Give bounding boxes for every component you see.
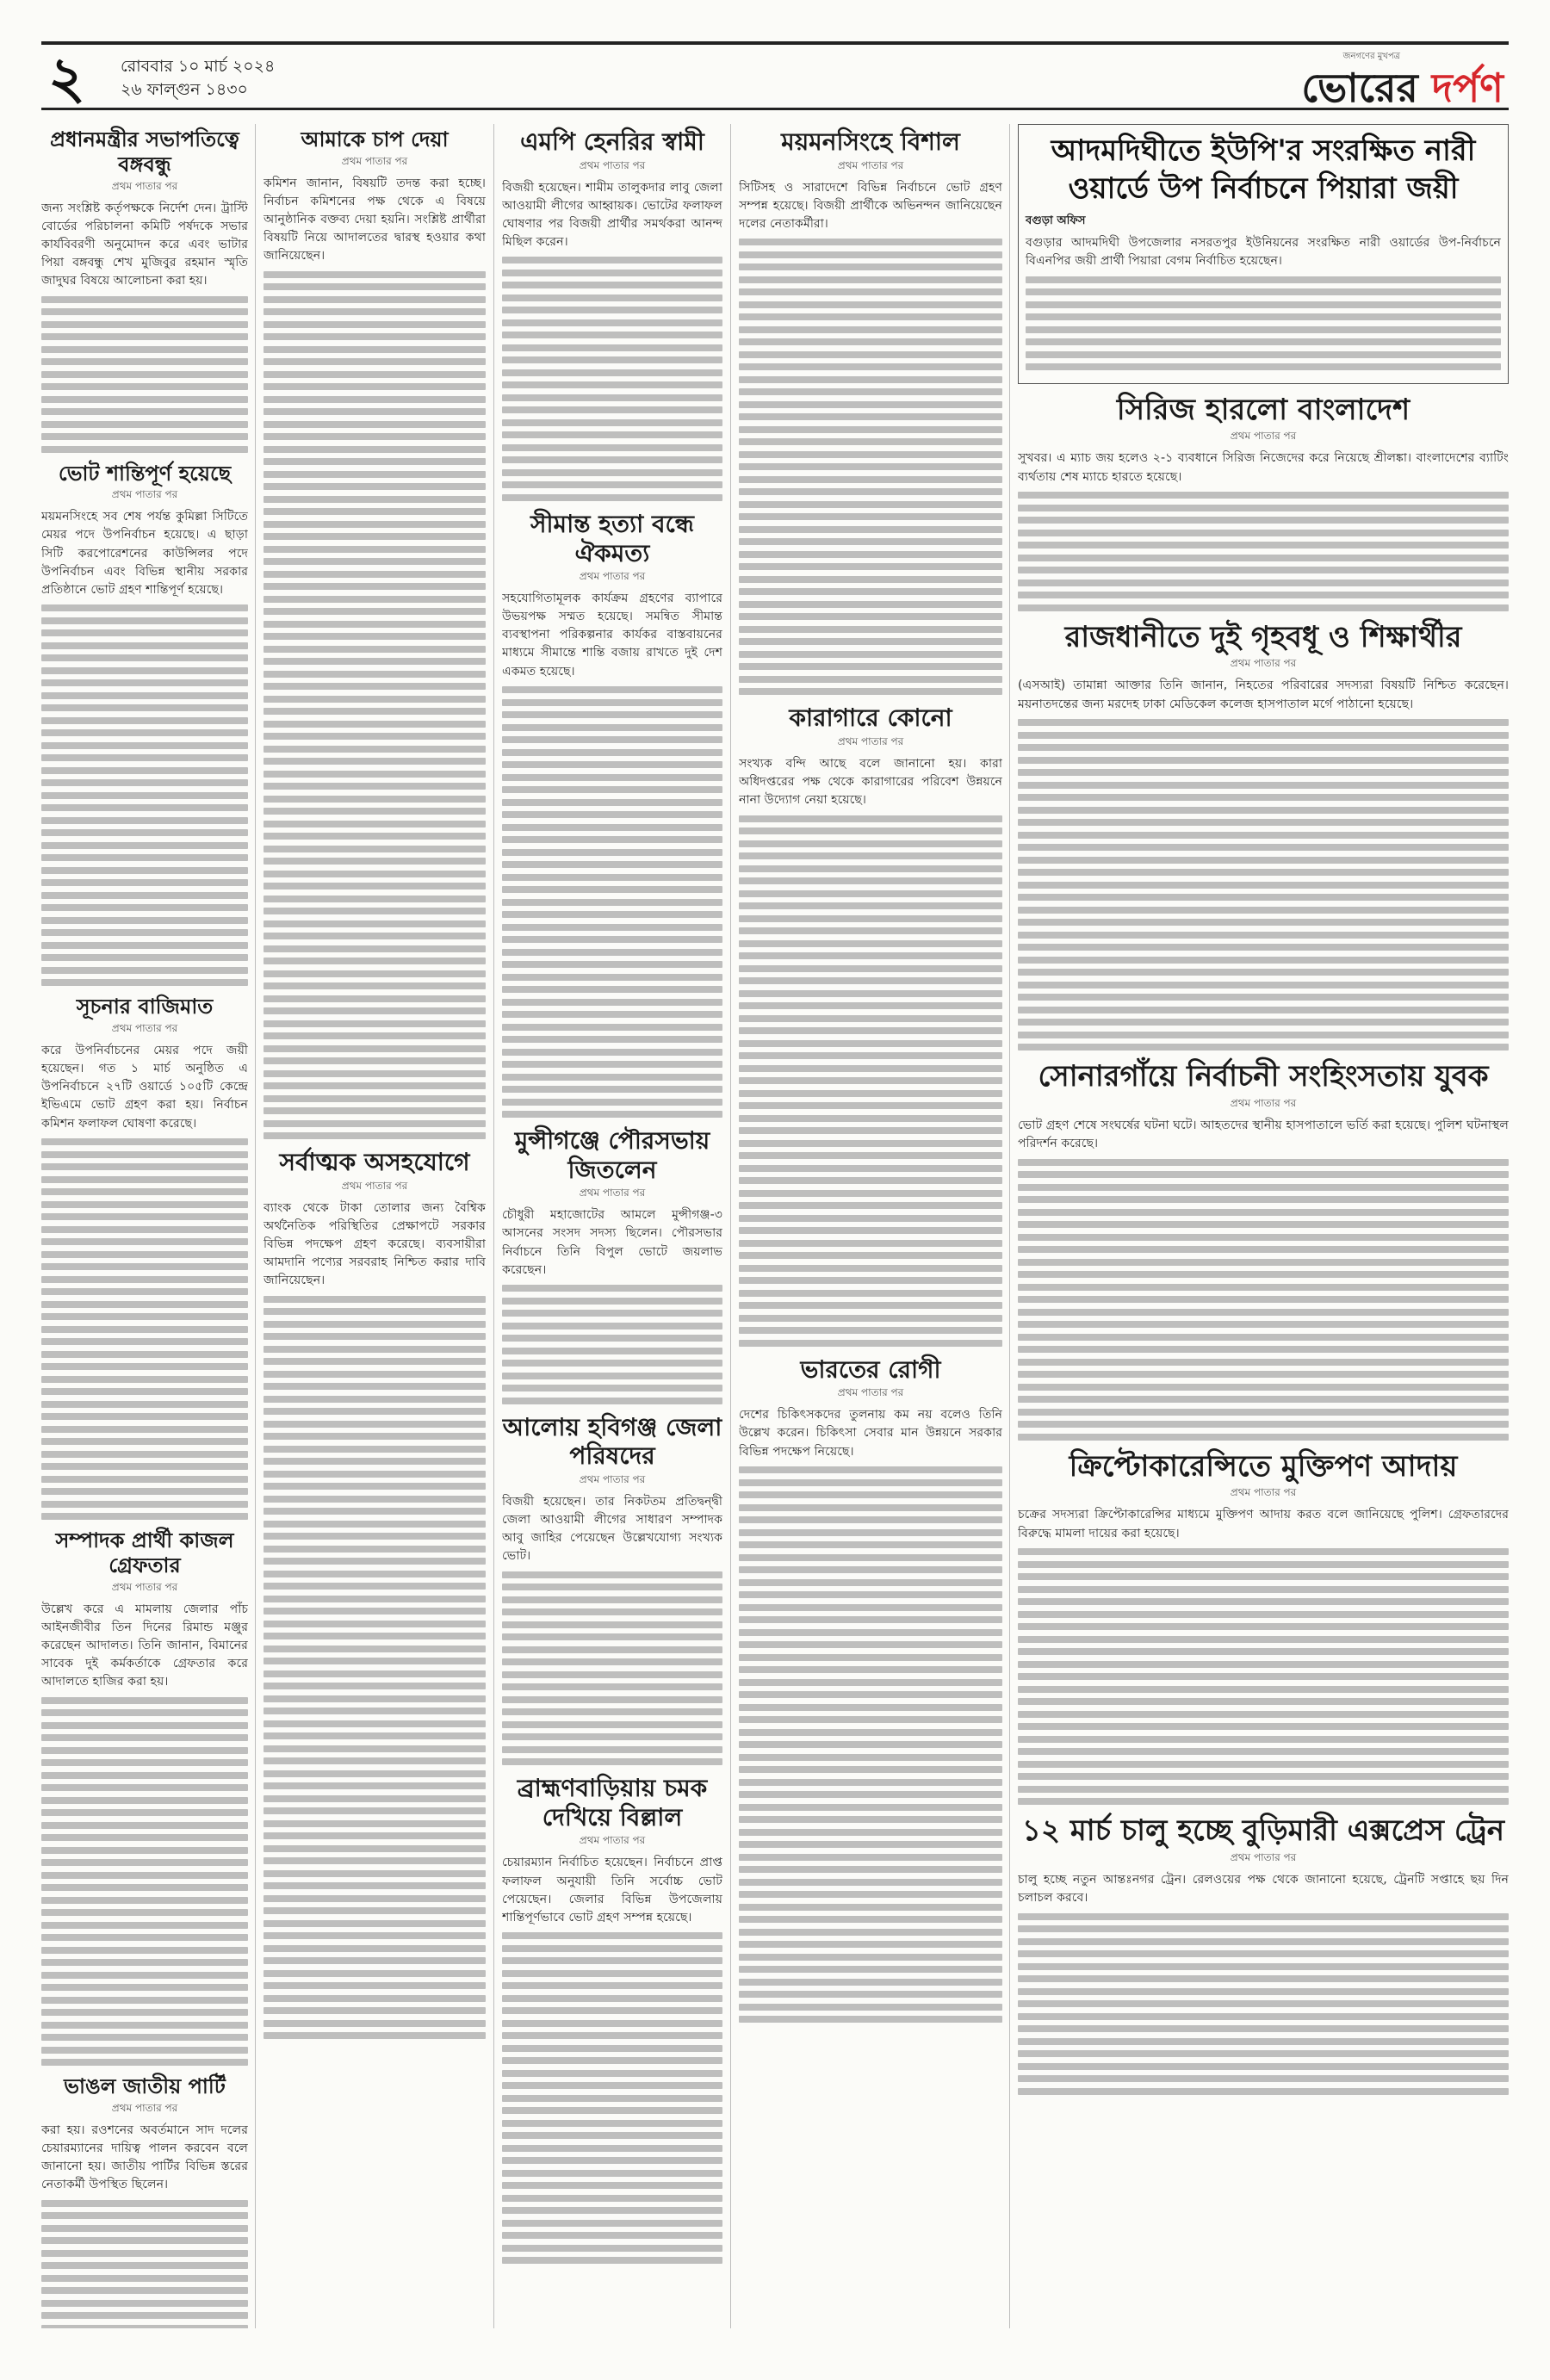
column-rule [255, 124, 256, 2328]
text-lines [1026, 276, 1501, 371]
jump-label: প্রথম পাতার পর [837, 1386, 904, 1399]
column-3 [502, 124, 722, 2328]
story-india-patients [739, 1355, 1002, 2023]
article-body: চেয়ারম্যান নির্বাচিত হয়েছেন। নির্বাচনে প্রাপ্ত ফলাফল অনুযায়ী তিনি সর্বোচ্চ ভোট পেয়েছেন। জেলার বিভিন্ন উপজেলায় শান্তিপূর্ণভাবে ভোট গ্রহণ সম্পন্ন হয়েছে। [502, 1856, 722, 1924]
headline: ক্রিপ্টোকারেন্সিতে মুক্তিপণ আদায় [1069, 1448, 1458, 1484]
article-body: ভোট গ্রহণ শেষে সংঘর্ষের ঘটনা ঘটে। আহতদের স্থানীয় হাসপাতালে ভর্তি করা হয়েছে। পুলিশ ঘটনাস্থল পরিদর্শন করেছে। [1018, 1118, 1509, 1151]
headline: সোনারগাঁয়ে নির্বাচনী সংহিংসতায় যুবক [1038, 1059, 1489, 1094]
story-mymensingh [739, 127, 1002, 695]
headline: মুন্সীগঞ্জে পৌরসভায় জিতলেন [514, 1126, 710, 1184]
text-lines [41, 604, 248, 986]
story-suchana [41, 995, 248, 1520]
story-pressure [264, 127, 486, 1139]
article-body: চক্রের সদস্যরা ক্রিপ্টোকারেন্সির মাধ্যমে মুক্তিপণ আদায় করত বলে জানিয়েছে পুলিশ। গ্রেফতারদের বিরুদ্ধে মামলা দায়ের করা হয়েছে। [1018, 1508, 1509, 1540]
text-lines [739, 239, 1002, 695]
story-crypto [1018, 1449, 1509, 1805]
headline: সূচনার বাজিমাত [76, 994, 214, 1020]
article-body: সিটিসহ ও সারাদেশে বিভিন্ন নির্বাচনে ভোট গ্রহণ সম্পন্ন হয়েছে। বিজয়ী প্রার্থীকে অভিনন্দন জানিয়েছেন দলের নেতাকর্মীরা। [739, 180, 1002, 231]
text-lines [502, 257, 722, 501]
article-body: দেশের চিকিৎসকদের তুলনায় কম নয় বলেও তিনি উল্লেখ করেন। চিকিৎসা সেবার মান উন্নয়নে সরকার বিভিন্ন পদক্ষেপ নিয়েছে। [739, 1408, 1002, 1459]
text-lines [1018, 1159, 1509, 1441]
text-lines [1018, 492, 1509, 611]
headline: সিরিজ হারলো বাংলাদেশ [1116, 392, 1410, 427]
article-body: করে উপনির্বাচনের মেয়র পদে জয়ী হয়েছেন। গত ১ মার্চ অনুষ্ঠিত এ উপনির্বাচনে ২৭টি ওয়ার্ডে ১০৫টি কেন্দ্রে ইভিএমে ভোট গ্রহণ করা হয়। নির্বাচন কমিশন ফলাফল ঘোষণা করেছে। [41, 1044, 248, 1131]
headline: ভাঙল জাতীয় পার্টি [64, 2073, 226, 2099]
article-body: বগুড়ার আদমদিঘী উপজেলার নসরতপুর ইউনিয়নের সংরক্ষিত নারী ওয়ার্ডের উপ-নির্বাচনে বিএনপির জয়ী প্রার্থী পিয়ারা বেগম নির্বাচিত হয়েছেন। [1026, 236, 1501, 269]
article-body: (এসআই) তামান্না আক্তার তিনি জানান, নিহতের পরিবারের সদস্যরা বিষয়টি নিশ্চিত করেছেন। ময়নাতদন্তের জন্য মরদেহ ঢাকা মেডিকেল কলেজ হাসপাতাল মর্গে পাঠানো হয়েছে। [1018, 679, 1509, 711]
story-sonargaon [1018, 1059, 1509, 1440]
text-lines [739, 815, 1002, 1347]
jump-label: প্রথম পাতার পর [1230, 1850, 1297, 1863]
column-rule [730, 124, 731, 2328]
masthead [41, 41, 1509, 110]
article-body: কমিশন জানান, বিষয়টি তদন্ত করা হচ্ছে। নির্বাচন কমিশনের পক্ষ থেকে এ বিষয়ে আনুষ্ঠানিক বক্তব্য দেয়া হয়নি। সংশ্লিষ্ট প্রার্থীরা বিষয়টি নিয়ে আদালতের দ্বারস্থ হওয়ার কথা জানিয়েছেন। [264, 176, 486, 263]
column-1 [41, 124, 248, 2328]
jump-label: প্রথম পাতার পর [111, 1580, 178, 1593]
headline: সম্পাদক প্রার্থী কাজল গ্রেফতার [55, 1528, 234, 1577]
headline: ভারতের রোগী [800, 1354, 941, 1384]
column-rule [1009, 124, 1010, 2328]
text-lines [1018, 1913, 1509, 2095]
text-lines [264, 1296, 486, 2040]
jump-label: প্রথম পাতার পর [1230, 657, 1297, 670]
story-henry [502, 127, 722, 501]
text-lines [41, 1697, 248, 2067]
jump-label: প্রথম পাতার পর [579, 570, 646, 583]
text-lines [739, 1466, 1002, 2023]
article-body: চালু হচ্ছে নতুন আন্তঃনগর ট্রেন। রেলওয়ের পক্ষ থেকে জানানো হয়েছে, ট্রেনটি সপ্তাহে ছয় দিন চলাচল করবে। [1018, 1872, 1509, 1906]
story-habiganj [502, 1413, 722, 1766]
date-bengali: ২৬ ফাল্গুন ১৪৩০ [121, 80, 248, 99]
jump-label: প্রথম পাতার পর [111, 2101, 178, 2114]
text-lines [502, 1932, 722, 2264]
text-lines [502, 1285, 722, 1404]
text-lines [502, 1571, 722, 1766]
byline: বগুড়া অফিস [1026, 214, 1086, 227]
jump-label: প্রথম পাতার পর [111, 179, 178, 192]
newspaper-logo [1219, 50, 1504, 111]
article-body: সুখবর। এ ম্যাচ জয় হলেও ২-১ ব্যবধানে সিরিজ নিজেদের করে নিয়েছে শ্রীলঙ্কা। বাংলাদেশের ব্যাটিং ব্যর্থতায় শেষ ম্যাচে হারতে হয়েছে। [1018, 451, 1509, 484]
jump-label: প্রথম পাতার পর [341, 1179, 408, 1192]
jump-label: প্রথম পাতার পর [1230, 430, 1297, 443]
story-dhaka-deaths [1018, 620, 1509, 1051]
date-gregorian: রোববার ১০ মার্চ ২০২৪ [121, 57, 276, 76]
article-body: জন্য সংশ্লিষ্ট কর্তৃপক্ষকে নির্দেশ দেন। ট্রাস্টি বোর্ডের পরিচালনা কমিটি পর্ষদকে সভার কার্যবিবরণী অনুমোদন করে এবং ভাটার পিয়া বঙ্গবন্ধু শেখ মুজিবুর রহমান স্মৃতি জাদুঘর বিষয়ে আলোচনা করা হয়। [41, 201, 248, 288]
story-brahmanbaria [502, 1774, 722, 2264]
jump-label: প্রথম পাতার পর [111, 488, 178, 501]
headline: সীমান্ত হত্যা বন্ধে ঐকমত্য [530, 509, 694, 567]
headline: ভোট শান্তিপূর্ণ হয়েছে [58, 460, 232, 486]
column-5 [1018, 124, 1509, 2328]
story-adamdighi [1018, 124, 1509, 384]
newspaper-page [41, 41, 1509, 2339]
jump-label: প্রথম পাতার পর [341, 154, 408, 167]
text-lines [502, 686, 722, 1118]
page-number: ২ [48, 44, 85, 111]
headline: এমপি হেনরির স্বামী [520, 127, 704, 156]
story-cricket [1018, 393, 1509, 611]
story-bangabandhu [41, 127, 248, 453]
article-body: ময়মনসিংহে সব শেষ পর্যন্ত কুমিল্লা সিটিতে মেয়র পদে উপনির্বাচন হয়েছে। এ ছাড়া সিটি করপোরেশনের কাউন্সিলর পদে উপনির্বাচন এবং বিভিন্ন স্থানীয় সরকার প্রতিষ্ঠানে ভোট গ্রহণ শান্তিপূর্ণ হয়েছে। [41, 510, 248, 597]
headline: ব্রাহ্মণবাড়িয়ায় চমক দেখিয়ে বিল্লাল [517, 1774, 708, 1831]
jump-label: প্রথম পাতার পর [837, 734, 904, 747]
text-lines [41, 1138, 248, 1520]
lead-headline: আদমদিঘীতে ইউপি'র সংরক্ষিত নারী ওয়ার্ডে উপ নির্বাচনে পিয়ারা জয়ী [1051, 133, 1476, 206]
logo-word-1: ভোরের [1301, 65, 1432, 111]
text-lines [1018, 719, 1509, 1051]
headline: ময়মনসিংহে বিশাল [781, 127, 960, 156]
headline: আলোয় হবিগঞ্জ জেলা পরিষদের [502, 1412, 722, 1471]
jump-label: প্রথম পাতার পর [579, 1472, 646, 1485]
logo-tagline: জনগণের মুখপত্র [1342, 52, 1400, 61]
story-munshiganj [502, 1126, 722, 1404]
text-lines [264, 271, 486, 1140]
headline: আমাকে চাপ দেয়া [301, 127, 449, 152]
story-jatiya-party [41, 2074, 248, 2328]
jump-label: প্রথম পাতার পর [1230, 1486, 1297, 1499]
article-body: করা হয়। রওশনের অবর্তমানে সাদ দলের চেয়ারম্যানের দায়িত্ব পালন করবেন বলে জানানো হয়। জাতীয় পার্টির বিভিন্ন স্তরের নেতাকর্মী উপস্থিত ছিলেন। [41, 2123, 248, 2192]
headline: প্রধানমন্ত্রীর সভাপতিত্বে বঙ্গবন্ধু [50, 127, 239, 177]
story-border [502, 510, 722, 1118]
text-lines [41, 2200, 248, 2328]
text-lines [1018, 1548, 1509, 1805]
text-lines [41, 296, 248, 453]
column-2 [264, 124, 486, 2328]
article-body: বিজয়ী হয়েছেন। তার নিকটতম প্রতিদ্বন্দ্বী জেলা আওয়ামী লীগের সাধারণ সম্পাদক আবু জাহির পেয়েছেন উল্লেখযোগ্য সংখ্যক ভোট। [502, 1494, 722, 1564]
headline: কারাগারে কোনো [789, 703, 952, 733]
headline: সর্বাত্মক অসহযোগে [279, 1148, 470, 1177]
logo-wordmark [1301, 59, 1504, 124]
jump-label: প্রথম পাতার পর [579, 1834, 646, 1847]
story-noncooperation [264, 1148, 486, 2039]
jump-label: প্রথম পাতার পর [111, 1022, 178, 1035]
article-body: সহযোগিতামূলক কার্যক্রম গ্রহণের ব্যাপারে উভয়পক্ষ সম্মত হয়েছে। সমন্বিত সীমান্ত ব্যবস্থাপনা পরিকল্পনার কার্যকর বাস্তবায়নের মাধ্যমে সীমান্তে শান্তি বজায় রাখতে দুই দেশ একমত হয়েছে। [502, 592, 722, 679]
column-rule [493, 124, 494, 2328]
jump-label: প্রথম পাতার পর [579, 1187, 646, 1199]
article-body: সংখ্যক বন্দি আছে বলে জানানো হয়। কারা অধিদপ্তরের পক্ষ থেকে কারাগারের পরিবেশ উন্নয়নে নানা উদ্যোগ নেয়া হয়েছে। [739, 756, 1002, 808]
logo-word-2: দর্পণ [1431, 65, 1504, 111]
story-prison [739, 703, 1002, 1346]
jump-label: প্রথম পাতার পর [837, 158, 904, 171]
headline: রাজধানীতে দুই গৃহবধূ ও শিক্ষার্থীর [1064, 619, 1462, 654]
story-train [1018, 1813, 1509, 2094]
story-kajol [41, 1528, 248, 2066]
headline: ১২ মার্চ চালু হচ্ছে বুড়িমারী এক্সপ্রেস ট্রেন [1021, 1813, 1505, 1849]
date-block [121, 55, 275, 102]
story-vote [41, 462, 248, 987]
article-body: ব্যাংক থেকে টাকা তোলার জন্য বৈশ্বিক অর্থনৈতিক পরিস্থিতির প্রেক্ষাপটে সরকার বিভিন্ন পদক্ষেপ গ্রহণ করেছে। ব্যবসায়ীরা আমদানি পণ্যের সরবরাহ নিশ্চিত করার দাবি জানিয়েছেন। [264, 1200, 486, 1288]
article-body: উল্লেখ করে এ মামলায় জেলার পাঁচ আইনজীবীর তিন দিনের রিমান্ড মঞ্জুর করেছেন আদালত। তিনি জানান, বিমানের সাবেক দুই কর্মকর্তাকে গ্রেফতার করে আদালতে হাজির করা হয়। [41, 1602, 248, 1689]
jump-label: প্রথম পাতার পর [579, 158, 646, 171]
jump-label: প্রথম পাতার পর [1230, 1096, 1297, 1109]
column-4 [739, 124, 1002, 2328]
article-body: বিজয়ী হয়েছেন। শামীম তালুকদার লাবু জেলা আওয়ামী লীগের আহ্বায়ক। ভোটের ফলাফল ঘোষণার পর বিজয়ী প্রার্থীর সমর্থকরা আনন্দ মিছিল করেন। [502, 180, 722, 249]
article-body: চৌধুরী মহাজোটের আমলে মুন্সীগঞ্জ-৩ আসনের সংসদ সদস্য ছিলেন। পৌরসভার নির্বাচনে তিনি বিপুল ভোটে জয়লাভ করেছেন। [502, 1208, 722, 1277]
